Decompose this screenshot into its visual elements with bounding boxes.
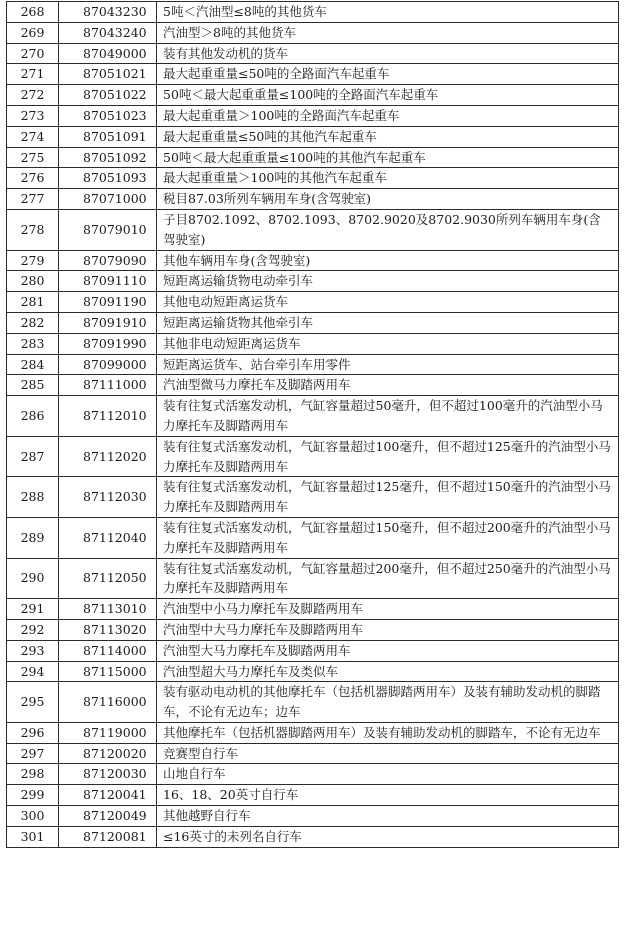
item-description: 最大起重重量＞100吨的其他汽车起重车 [157,168,619,189]
tariff-code: 87119000 [59,722,157,743]
table-row [7,209,619,250]
tariff-code: 87071000 [59,189,157,210]
item-description: 装有往复式活塞发动机，气缸容量超过50毫升，但不超过100毫升的汽油型小马力摩托车及脚踏两用车 [157,396,619,437]
table-row [7,64,619,85]
tariff-code: 87120020 [59,743,157,764]
tariff-code: 87113010 [59,599,157,620]
item-description: 50吨＜最大起重重量≤100吨的全路面汽车起重车 [157,85,619,106]
row-number: 269 [7,22,59,43]
table-row [7,436,619,477]
table-row [7,2,619,23]
row-number: 273 [7,105,59,126]
table-row [7,354,619,375]
tariff-code: 87116000 [59,682,157,723]
tariff-code: 87051022 [59,85,157,106]
tariff-code: 87051092 [59,147,157,168]
item-description: 装有往复式活塞发动机，气缸容量超过125毫升，但不超过150毫升的汽油型小马力摩托车及脚踏两用车 [157,477,619,518]
item-description: 汽油型中小马力摩托车及脚踏两用车 [157,599,619,620]
tariff-code: 87112050 [59,558,157,599]
table-row [7,764,619,785]
item-description: 短距离运输货物电动牵引车 [157,271,619,292]
tariff-code: 87091190 [59,292,157,313]
item-description: 最大起重重量＞100吨的全路面汽车起重车 [157,105,619,126]
item-description: ≤16英寸的未列名自行车 [157,826,619,847]
item-description: 山地自行车 [157,764,619,785]
row-number: 295 [7,682,59,723]
row-number: 275 [7,147,59,168]
table-row [7,785,619,806]
table-row [7,312,619,333]
table-row [7,375,619,396]
item-description: 最大起重重量≤50吨的其他汽车起重车 [157,126,619,147]
row-number: 296 [7,722,59,743]
table-row [7,292,619,313]
row-number: 272 [7,85,59,106]
tariff-code: 87112040 [59,517,157,558]
row-number: 298 [7,764,59,785]
item-description: 装有往复式活塞发动机，气缸容量超过200毫升，但不超过250毫升的汽油型小马力摩托车及脚踏两用车 [157,558,619,599]
table-body [7,2,619,848]
row-number: 290 [7,558,59,599]
table-row [7,661,619,682]
tariff-code: 87079010 [59,209,157,250]
tariff-table-container [6,1,618,848]
item-description: 装有驱动电动机的其他摩托车（包括机器脚踏两用车）及装有辅助发动机的脚踏车，不论有无边车；边车 [157,682,619,723]
table-row [7,640,619,661]
tariff-code: 87115000 [59,661,157,682]
tariff-code: 87112030 [59,477,157,518]
item-description: 短距离运货车、站台牵引车用零件 [157,354,619,375]
row-number: 297 [7,743,59,764]
item-description: 其他电动短距离运货车 [157,292,619,313]
table-row [7,477,619,518]
table-row [7,22,619,43]
row-number: 280 [7,271,59,292]
table-row [7,250,619,271]
tariff-code: 87112020 [59,436,157,477]
item-description: 其他摩托车（包括机器脚踏两用车）及装有辅助发动机的脚踏车，不论有无边车 [157,722,619,743]
item-description: 汽油型微马力摩托车及脚踏两用车 [157,375,619,396]
item-description: 税目87.03所列车辆用车身(含驾驶室) [157,189,619,210]
item-description: 50吨＜最大起重重量≤100吨的其他汽车起重车 [157,147,619,168]
row-number: 291 [7,599,59,620]
tariff-code: 87051023 [59,105,157,126]
table-row [7,806,619,827]
row-number: 271 [7,64,59,85]
row-number: 276 [7,168,59,189]
table-row [7,271,619,292]
row-number: 270 [7,43,59,64]
row-number: 299 [7,785,59,806]
row-number: 289 [7,517,59,558]
item-description: 竞赛型自行车 [157,743,619,764]
row-number: 300 [7,806,59,827]
item-description: 汽油型＞8吨的其他货车 [157,22,619,43]
tariff-code: 87120081 [59,826,157,847]
row-number: 283 [7,333,59,354]
item-description: 汽油型中大马力摩托车及脚踏两用车 [157,619,619,640]
row-number: 268 [7,2,59,23]
tariff-code: 87091990 [59,333,157,354]
table-row [7,826,619,847]
row-number: 285 [7,375,59,396]
tariff-code: 87043230 [59,2,157,23]
table-row [7,43,619,64]
tariff-code: 87051021 [59,64,157,85]
row-number: 284 [7,354,59,375]
table-row [7,517,619,558]
row-number: 282 [7,312,59,333]
item-description: 短距离运输货物其他牵引车 [157,312,619,333]
item-description: 其他越野自行车 [157,806,619,827]
tariff-code: 87099000 [59,354,157,375]
row-number: 288 [7,477,59,518]
item-description: 最大起重重量≤50吨的全路面汽车起重车 [157,64,619,85]
table-row [7,105,619,126]
tariff-code: 87112010 [59,396,157,437]
row-number: 287 [7,436,59,477]
table-row [7,396,619,437]
tariff-code: 87049000 [59,43,157,64]
row-number: 279 [7,250,59,271]
item-description: 5吨＜汽油型≤8吨的其他货车 [157,2,619,23]
table-row [7,85,619,106]
table-row [7,189,619,210]
table-row [7,558,619,599]
table-row [7,333,619,354]
row-number: 286 [7,396,59,437]
table-row [7,168,619,189]
row-number: 293 [7,640,59,661]
tariff-code: 87091110 [59,271,157,292]
table-row [7,126,619,147]
tariff-code: 87079090 [59,250,157,271]
row-number: 274 [7,126,59,147]
table-row [7,722,619,743]
row-number: 278 [7,209,59,250]
row-number: 292 [7,619,59,640]
item-description: 装有其他发动机的货车 [157,43,619,64]
table-row [7,619,619,640]
tariff-code: 87051093 [59,168,157,189]
tariff-code: 87120041 [59,785,157,806]
tariff-code: 87091910 [59,312,157,333]
item-description: 其他非电动短距离运货车 [157,333,619,354]
tariff-code: 87051091 [59,126,157,147]
tariff-code: 87111000 [59,375,157,396]
tariff-code: 87043240 [59,22,157,43]
table-row [7,599,619,620]
table-row [7,743,619,764]
table-row [7,147,619,168]
tariff-code: 87113020 [59,619,157,640]
row-number: 294 [7,661,59,682]
row-number: 281 [7,292,59,313]
item-description: 其他车辆用车身(含驾驶室) [157,250,619,271]
item-description: 装有往复式活塞发动机，气缸容量超过100毫升，但不超过125毫升的汽油型小马力摩托车及脚踏两用车 [157,436,619,477]
row-number: 301 [7,826,59,847]
item-description: 16、18、20英寸自行车 [157,785,619,806]
item-description: 汽油型超大马力摩托车及类似车 [157,661,619,682]
tariff-code: 87120049 [59,806,157,827]
tariff-code: 87114000 [59,640,157,661]
item-description: 装有往复式活塞发动机，气缸容量超过150毫升，但不超过200毫升的汽油型小马力摩托车及脚踏两用车 [157,517,619,558]
tariff-table [6,1,619,848]
tariff-code: 87120030 [59,764,157,785]
item-description: 汽油型大马力摩托车及脚踏两用车 [157,640,619,661]
table-row [7,682,619,723]
item-description: 子目8702.1092、8702.1093、8702.9020及8702.9030所列车辆用车身(含驾驶室) [157,209,619,250]
row-number: 277 [7,189,59,210]
